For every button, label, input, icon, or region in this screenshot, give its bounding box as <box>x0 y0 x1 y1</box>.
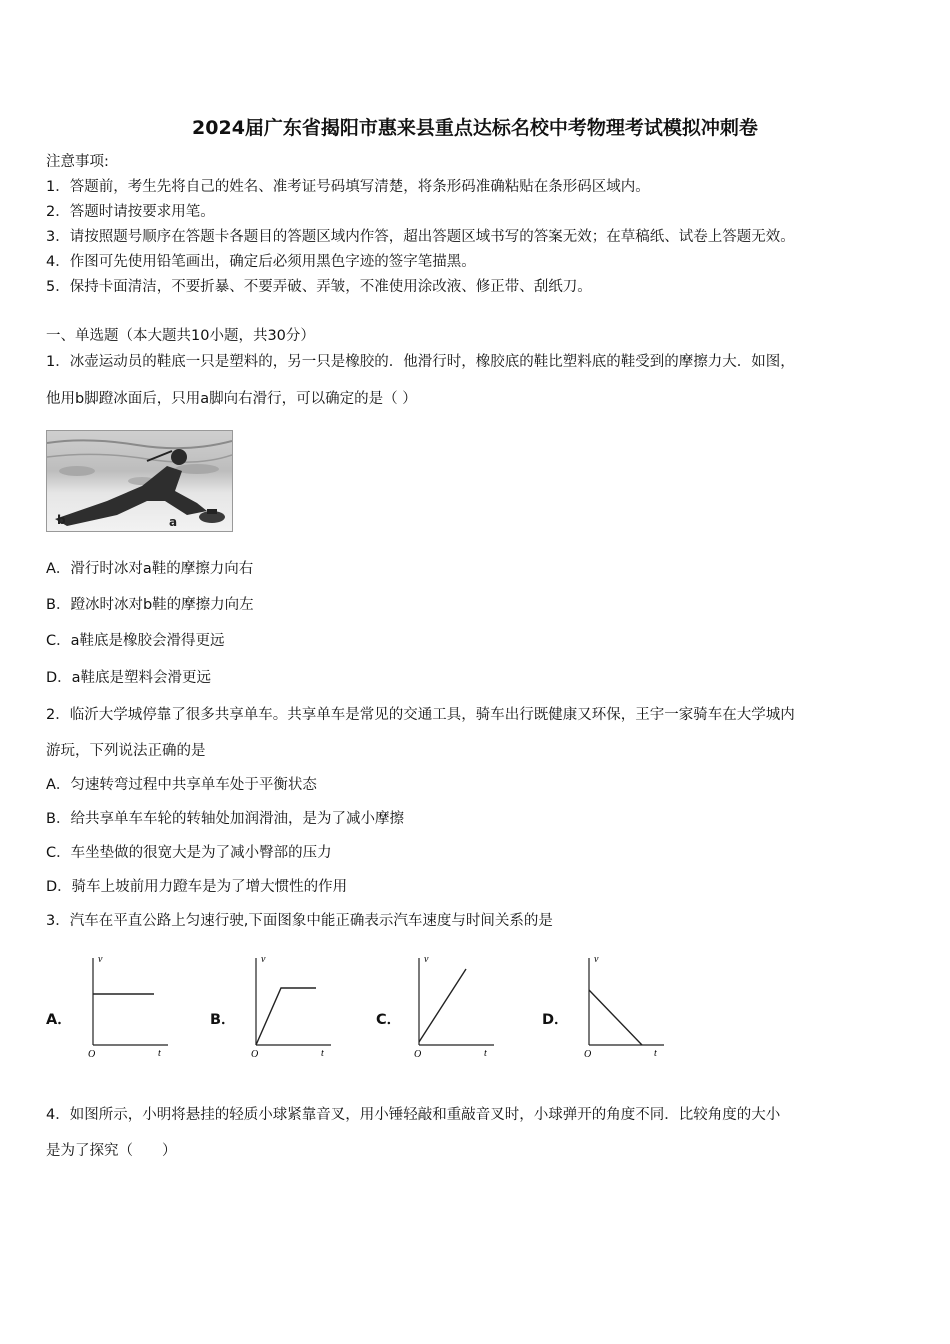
graph-b-label: B． <box>210 1012 236 1028</box>
option-c: C．车坐垫做的很宽大是为了减小臀部的压力 <box>46 845 332 861</box>
graph-b-xlabel: t <box>321 1048 324 1059</box>
graph-c-ylabel: v <box>424 954 429 965</box>
notice-item: 3．请按照题号顺序在答题卡各题目的答题区域内作答，超出答题区域书写的答案无效；在草稿纸、试卷上答题无效。 <box>46 229 795 245</box>
option-d: D．骑车上坡前用力蹬车是为了增大惯性的作用 <box>46 879 348 895</box>
question-1-stem-cont: 他用b脚蹬冰面后，只用a脚向右滑行，可以确定的是（ ） <box>46 391 417 407</box>
graph-c-origin: O <box>414 1049 422 1060</box>
option-b: B．蹬冰时冰对b鞋的摩擦力向左 <box>46 597 254 613</box>
graph-d-line <box>589 990 642 1045</box>
option-a: A．滑行时冰对a鞋的摩擦力向右 <box>46 561 254 577</box>
graph-a-xlabel: t <box>158 1048 161 1059</box>
label-b: b <box>57 513 66 527</box>
question-2-stem: 2．临沂大学城停靠了很多共享单车。共享单车是常见的交通工具，骑车出行既健康又环保，王宇一家骑车在大学城内 <box>46 707 795 723</box>
graph-b-line <box>256 988 316 1045</box>
graph-a-origin: O <box>88 1049 96 1060</box>
question-4-stem-cont: 是为了探究（ ） <box>46 1143 177 1159</box>
label-a: a <box>169 515 178 529</box>
question-3-stem: 3．汽车在平直公路上匀速行驶,下面图象中能正确表示汽车速度与时间关系的是 <box>46 913 553 929</box>
notice-heading: 注意事项: <box>46 154 109 170</box>
option-b: B．给共享单车车轮的转轴处加润滑油，是为了减小摩擦 <box>46 811 404 827</box>
graph-b <box>243 950 343 1060</box>
graph-d-ylabel: v <box>594 954 599 965</box>
graph-d-origin: O <box>584 1049 592 1060</box>
question-4-stem: 4．如图所示，小明将悬挂的轻质小球紧靠音叉，用小锤轻敲和重敲音叉时，小球弹开的角度不同．比较角度的大小 <box>46 1107 781 1123</box>
question-2-stem-cont: 游玩，下列说法正确的是 <box>46 743 206 759</box>
graph-d-label: D． <box>542 1012 569 1028</box>
notice-item: 2．答题时请按要求用笔。 <box>46 204 215 220</box>
graph-c-xlabel: t <box>484 1048 487 1059</box>
notice-item: 1．答题前，考生先将自己的姓名、准考证号码填写清楚，将条形码准确粘贴在条形码区域内。 <box>46 179 650 195</box>
notice-item: 4．作图可先使用铅笔画出，确定后必须用黑色字迹的签字笔描黑。 <box>46 254 476 270</box>
page-title: 2024届广东省揭阳市惠来县重点达标名校中考物理考试模拟冲刺卷 <box>192 117 758 139</box>
graph-a <box>80 950 180 1060</box>
graph-d <box>576 950 676 1060</box>
graph-b-origin: O <box>251 1049 259 1060</box>
graph-c-label: C． <box>376 1012 402 1028</box>
section-heading: 一、单选题（本大题共10小题，共30分） <box>46 328 315 344</box>
curling-athlete-photo <box>46 430 233 532</box>
graph-c <box>406 950 506 1060</box>
graph-a-ylabel: v <box>98 954 103 965</box>
option-a: A．匀速转弯过程中共享单车处于平衡状态 <box>46 777 317 793</box>
notice-item: 5．保持卡面清洁，不要折暴、不要弄破、弄皱，不准使用涂改液、修正带、刮纸刀。 <box>46 279 592 295</box>
option-d: D．a鞋底是塑料会滑更远 <box>46 670 212 686</box>
graph-a-label: A． <box>46 1012 72 1028</box>
question-1-stem: 1．冰壶运动员的鞋底一只是塑料的，另一只是橡胶的．他滑行时，橡胶底的鞋比塑料底的鞋受到的摩擦力大．如图， <box>46 354 795 370</box>
graph-c-line <box>419 969 466 1042</box>
graph-d-xlabel: t <box>654 1048 657 1059</box>
option-c: C．a鞋底是橡胶会滑得更远 <box>46 633 225 649</box>
graph-b-ylabel: v <box>261 954 266 965</box>
